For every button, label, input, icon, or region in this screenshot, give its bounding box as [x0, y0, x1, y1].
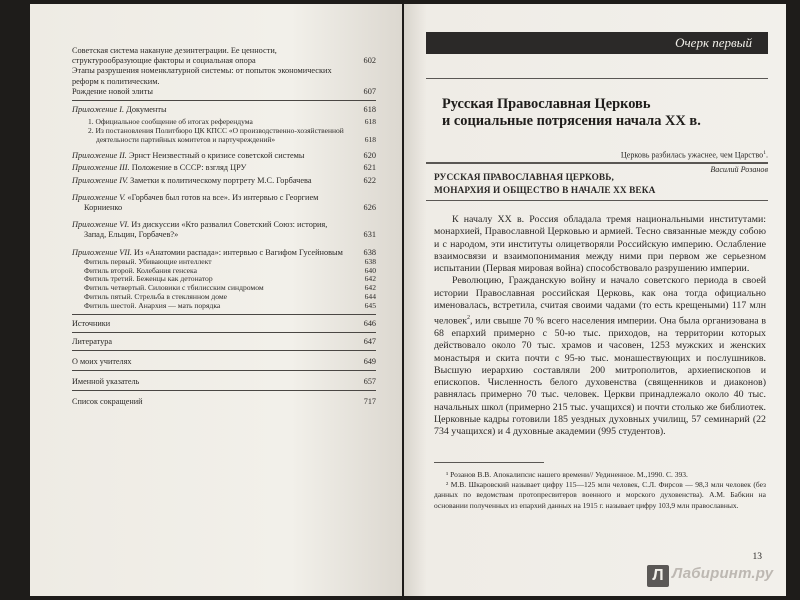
toc-entry [72, 319, 376, 329]
toc-page-number: 621 [363, 163, 376, 173]
toc-entry-text: Источники [72, 318, 111, 328]
toc-page-number: 642 [364, 283, 376, 293]
watermark-text: Лабиринт.ру [672, 565, 774, 582]
toc-appendix-entry [72, 163, 376, 173]
toc-page-number: 618 [364, 117, 376, 127]
toc-appendix-entry [72, 151, 376, 161]
toc-appendix-entry [72, 176, 376, 186]
left-page [30, 4, 402, 596]
toc-subentry-text: 1. Официальное сообщение об итогах референдума [88, 117, 253, 127]
appendix-label: Приложение V. [72, 192, 126, 202]
paragraph-text: Революцию, Гражданскую войну и начало советского периода в своей истории Православная российская Церковь, как она тогда официально именовалась, встретила, считая своими чадами (то есть крещеными) 117 млн человек [434, 275, 766, 327]
toc-subentry-text: Фитиль третий. Беженцы как детонатор [84, 274, 213, 284]
chapter-title-line: Русская Православная Церковь [442, 96, 651, 112]
title-rule-top [426, 78, 768, 79]
toc-entry-text: О моих учителях [72, 357, 132, 367]
toc-subentry [72, 126, 376, 144]
appendix-title: «Горбачев был готов на все». Из интервью с Георгием Корниенко [84, 192, 319, 213]
section-rule-bottom [426, 200, 768, 201]
chapter-title-line: и социальные потрясения начала XX в. [442, 113, 701, 129]
toc-divider [72, 370, 376, 371]
toc-page-number: 602 [363, 56, 376, 66]
toc-entry-text: Рождение новой элиты [72, 86, 153, 96]
toc-subentry-text: Фитиль пятый. Стрельба в стеклянном доме [84, 292, 228, 302]
toc-divider [72, 350, 376, 351]
toc-page-number: 607 [363, 86, 376, 96]
footnote: ² М.В. Шкаровский называет цифру 115—125 млн человек, С.Л. Фирсов — 98,3 млн человек (без данных по ведомствам протопресвитеров военного и морского духовенства). А.М. Бабкин на основании полученных из епархий данных на 1915 г. называет цифру 103,9 млн православных. [434, 480, 766, 510]
toc-page-number: 638 [363, 247, 376, 257]
toc-subentry [72, 117, 376, 126]
appendix-title: Из дискуссии «Кто развалил Советский Союз: история, Запад, Ельцин, Горбачев?» [84, 220, 328, 240]
toc-subentry-text: Фитиль первый. Убивающие интеллект [84, 256, 212, 266]
section-heading-line: МОНАРХИЯ И ОБЩЕСТВО В НАЧАЛЕ XX ВЕКА [434, 185, 656, 196]
toc-subentry-text: Фитиль шестой. Анархия — мать порядка [84, 300, 221, 310]
toc-appendix-entry [72, 220, 376, 240]
toc-page-number: 646 [363, 318, 376, 328]
table-of-contents [72, 46, 376, 408]
chapter-header-bar [426, 32, 768, 54]
epigraph-punctuation: . [765, 150, 768, 160]
section-heading-line: РУССКАЯ ПРАВОСЛАВНАЯ ЦЕРКОВЬ, [434, 173, 614, 183]
toc-page-number: 620 [363, 151, 376, 161]
toc-entry-text: Советская система накануне дезинтеграции. Ее ценности, структурообразующие факторы и социальная опора [72, 46, 277, 66]
site-watermark [647, 563, 797, 591]
toc-entry [72, 46, 376, 66]
appendix-title: Эрнст Неизвестный о кризисе советской системы [126, 151, 305, 161]
toc-appendix-entry [72, 105, 376, 115]
toc-entry-text: Этапы разрушения номенклатурной системы: от попыток экономических реформ к политическим. [72, 66, 332, 86]
toc-divider [72, 314, 376, 315]
appendix-title: Документы [124, 105, 167, 115]
appendix-label: Приложение VII. [72, 247, 132, 257]
appendix-label: Приложение II. [72, 151, 127, 161]
chapter-title [442, 96, 762, 130]
toc-page-number: 647 [363, 336, 376, 346]
toc-entry-text: Литература [72, 336, 112, 346]
toc-entry [72, 66, 376, 86]
section-rule-top [426, 162, 768, 164]
toc-page-number: 618 [364, 135, 376, 145]
toc-divider [72, 100, 376, 101]
toc-page-number: 642 [364, 274, 376, 284]
watermark-logo-icon: Л [647, 565, 669, 587]
toc-page-number: 631 [363, 230, 376, 240]
footnote: ¹ Розанов В.В. Апокалипсис нашего времени// Уединенное. М.,1990. С. 393. [446, 470, 688, 479]
epigraph-author: Василий Розанов [710, 164, 768, 174]
paragraph: К началу XX в. Россия обладала тремя национальными институтами: монархией, Православной Церковью и армией. Тесно связанные между собою и с народом, эти институты олицетворяли Российскую империю. Ослабление взаимосвязи и взаимопонимания между ними при первом же серьезном испытании (Первая мировая война) способствовало разрушению империи. [434, 214, 766, 275]
toc-divider [72, 390, 376, 391]
toc-page-number: 640 [364, 265, 376, 275]
footnotes [434, 470, 766, 511]
toc-subentry [72, 302, 376, 311]
toc-page-number: 622 [363, 175, 376, 185]
paragraph-text: , или свыше 70 % всего населения империи. Она была организована в 68 епархий примерно с 50-ю тыс. приходов, на территории которых действовало около 70 тыс. храмов и часовен, 1253 мужских и женских монастыря и скита почти с 95-ю тыс. монашествующих и послушников. Высшую иерархию составляли 200 митрополитов, архиепископов и епископов. Численность белого духовенства (священников и диаконов) равнялась примерно 70 тыс. человек. Церкви принадлежало около 40 тыс. начальных школ (примерно 215 тыс. учащихся) и почти столько же библиотек. Церковные кадры готовили 185 уездных духовных училищ, 57 семинарий (22 734 учащихся) и 4 духовные академии (995 студентов). [434, 315, 766, 438]
footnote-rule [434, 462, 544, 463]
appendix-title: Из «Анатомии распада»: интервью с Вагифом Гусейновым [131, 247, 343, 257]
toc-subentry-text: 2. Из постановления Политбюро ЦК КПСС «О производственно-хозяйственной деятельности партийных комитетов и партучреждений» [88, 126, 344, 145]
paragraph [434, 275, 766, 438]
appendix-title: Заметки к политическому портрету М.С. Горбачева [128, 175, 312, 185]
epigraph-text: Церковь разбилась ужаснее, чем Царство [620, 150, 764, 160]
toc-appendix-entry [72, 193, 376, 213]
toc-entry [72, 337, 376, 347]
toc-entry [72, 397, 376, 407]
appendix-label: Приложение IV. [72, 175, 129, 185]
toc-page-number: 618 [363, 105, 376, 115]
appendix-label: Приложение VI. [72, 220, 130, 230]
toc-entry [72, 377, 376, 387]
footnote-marker: 2 [467, 315, 471, 322]
toc-page-number: 645 [364, 300, 376, 310]
toc-entry [72, 357, 376, 367]
appendix-label: Приложение I. [72, 105, 125, 115]
toc-divider [72, 332, 376, 333]
toc-page-number: 657 [363, 377, 376, 387]
right-page [404, 4, 786, 596]
toc-page-number: 644 [364, 292, 376, 302]
appendix-title: Положение в СССР: взгляд ЦРУ [129, 163, 247, 173]
body-text [434, 214, 766, 439]
toc-page-number: 638 [364, 256, 376, 266]
footnote-marker: 1 [763, 150, 766, 156]
toc-subentry-text: Фитиль четвертый. Силовики с тбилисским синдромом [84, 283, 264, 293]
toc-page-number: 649 [363, 357, 376, 367]
chapter-header-label: Очерк первый [675, 35, 752, 50]
toc-page-number: 717 [363, 397, 376, 407]
toc-entry-text: Именной указатель [72, 377, 140, 387]
appendix-label: Приложение III. [72, 163, 130, 173]
toc-subentry-text: Фитиль второй. Колебания генсека [84, 265, 197, 275]
toc-page-number: 626 [363, 203, 376, 213]
toc-entry [72, 87, 376, 97]
page-number: 13 [752, 552, 762, 562]
toc-entry-text: Список сокращений [72, 397, 143, 407]
section-heading [434, 172, 754, 197]
